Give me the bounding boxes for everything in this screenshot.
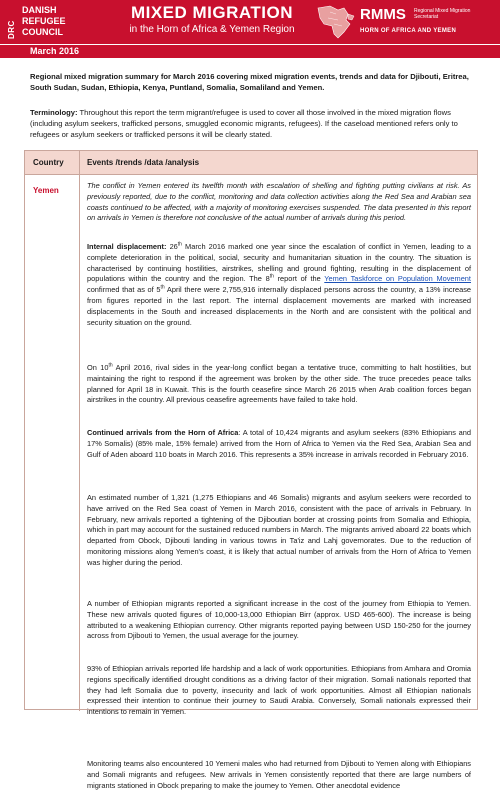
- column-header-events: Events /trends /data /analysis: [87, 158, 200, 167]
- continued-arrivals-label: Continued arrivals from the Horn of Africa: [87, 428, 239, 437]
- paragraph-truce: On 10th April 2016, rival sides in the year-long conflict began a tentative truce, committing to halt hostilities, but maintaining the right to respond if the agreement was broken by the other side. The truce precedes peace talks planned for April 18 in Kuwait. This is the fourth ceasefire since March 26 2015 when Arab coalition forces began airstrikes in the country. All previous ceasefire agreements have failed to take hold.: [87, 362, 471, 405]
- paragraph-red-sea-arrivals: An estimated number of 1,321 (1,275 Ethiopians and 46 Somalis) migrants and asylum seekers were recorded to have arrived on the Red Sea coast of Yemen in March 2016, consistent with the pace of arrivals in February. In February, new arrivals reported a tightening of the Djiboutian border at crossing points from Somalia and Ethiopia, which in part may account for the sustained reduced numbers in March. The migrants arrived aboard 22 boats which departed from Obock, Djibouti landing in various towns in Ta'iz and Lahj governorates. Due to the reduction of monitoring missions along Yemen's coast, it is likely that actual number of arrivals from the Horn of Africa to Yemen was higher during the period.: [87, 493, 471, 567]
- terminology-label: Terminology:: [30, 108, 78, 117]
- terminology-text: Throughout this report the term migrant/refugee is used to cover all those involved in the mixed migration flows (including asylum seekers, trafficked persons, smuggled economic migrants, refugees). If the caseload mentioned refers only to refugees or asylum seekers or trafficked persons it will be clearly stated.: [30, 108, 458, 139]
- report-date: March 2016: [30, 46, 80, 56]
- internal-displacement-label: Internal displacement:: [87, 242, 167, 251]
- drc-mark: DRC: [7, 20, 16, 39]
- drc-line-3: COUNCIL: [22, 27, 63, 37]
- terminology-note: [30, 107, 475, 140]
- drc-logo: [4, 3, 104, 41]
- paragraph-journey-cost: A number of Ethiopian migrants reported a significant increase in the cost of the journey from Ethiopia to Yemen. These new arrivals quoted figures of 10,000-13,000 Ethiopian Birr (approx. USD 465-600). The increase is being attributed to a weakening Ethiopian currency. Other migrants reported paying between USD 150-250 for the journey across from Djibouti to Yemen, the usual average for the journey.: [87, 599, 471, 641]
- africa-map-icon: [308, 2, 358, 42]
- date-strip: [0, 44, 500, 58]
- report-title: MIXED MIGRATION: [130, 3, 294, 22]
- paragraph-internal-displacement: Internal displacement: 26th March 2016 marked one year since the escalation of conflict in Yemen, leading to a complete deterioration in the political, social, security and humanitarian situation in the country. The situation is characterised by continuing hostilities, airstrikes, shelling and ground fighting, resulting in the displacement of populations within the country and the region. The 8th report of the Yemen Taskforce on Population Movement confirmed that as of 5th April there were 2,755,916 internally displaced persons across the country, a 13% increase from figures reported in the last report. The internal displacement movements are marked with increased displacements in the South and increased displacements in the North and are consistent with the political and security situation on the ground.: [87, 241, 472, 327]
- intro-summary: Regional mixed migration summary for March 2016 covering mixed migration events, trends and data for Djibouti, Eritrea, South Sudan, Sudan, Ethiopia, Kenya, Puntland, Somalia, Somaliland and Yemen.: [30, 72, 469, 92]
- rmms-tagline: HORN OF AFRICA AND YEMEN: [360, 28, 457, 34]
- column-header-country: Country: [33, 158, 64, 167]
- drc-name: [22, 5, 66, 38]
- header-banner: [0, 0, 500, 44]
- yemen-taskforce-link[interactable]: Yemen Taskforce on Population Movement: [324, 274, 471, 284]
- paragraph-conflict: The conflict in Yemen entered its twelfth month with escalation of shelling and fighting putting civilians at risk. As previously reported, due to the conflict, monitoring and data collection activities along the Red Sea and Arabian sea coasts continued to be affected, with a majority of monitoring exercises suspended. The data presented in this report on arrivals in Yemen is therefore not conclusive of the actual number of arrivals during this period.: [87, 181, 471, 223]
- rmms-fullname: Regional Mixed Migration Secretariat: [414, 8, 471, 20]
- country-yemen: Yemen: [33, 186, 59, 195]
- report-subtitle: in the Horn of Africa & Yemen Region: [129, 24, 295, 35]
- analysis-table: [24, 150, 478, 790]
- drc-line-1: DANISH: [22, 5, 57, 15]
- rmms-logo: [360, 4, 496, 40]
- drc-line-2: REFUGEE: [22, 16, 66, 26]
- paragraph-monitoring: Monitoring teams also encountered 10 Yemeni males who had returned from Djibouti to Yemen along with Ethiopians and Somali migrants and refugees. New arrivals in Yemen consistently reported that there are large numbers of migrants stationed in Obock preparing to make the journey to Yemen. Other anecdotal evidence: [87, 759, 471, 790]
- column-divider: [79, 151, 80, 711]
- paragraph-continued-arrivals: Continued arrivals from the Horn of Africa: A total of 10,424 migrants and asylum seekers (83% Ethiopians and 17% Somalis) (85% male, 15% female) arrived from the Horn of Africa to Yemen via the Red Sea, Arabian Sea and Gulf of Aden aboard 110 boats in March 2016. This represents a 35% increase in arrivals recorded in February 2016.: [87, 428, 471, 459]
- rmms-acronym: RMMS: [360, 6, 406, 23]
- table-header: [25, 151, 477, 175]
- paragraph-drivers: 93% of Ethiopian arrivals reported life hardship and a lack of work opportunities. Ethiopians from Amhara and Oromia regions specifically identified drought conditions as a driving factor of their migration. Somali nationals reported that they had left Somalia due to poverty, insecurity and lack of work opportunities. Almost all Ethiopian nationals expressed their intention to continue their journey to Saudi Arabia. Conversely, Somali nationals expressed their intentions to remain in Yemen.: [87, 664, 471, 717]
